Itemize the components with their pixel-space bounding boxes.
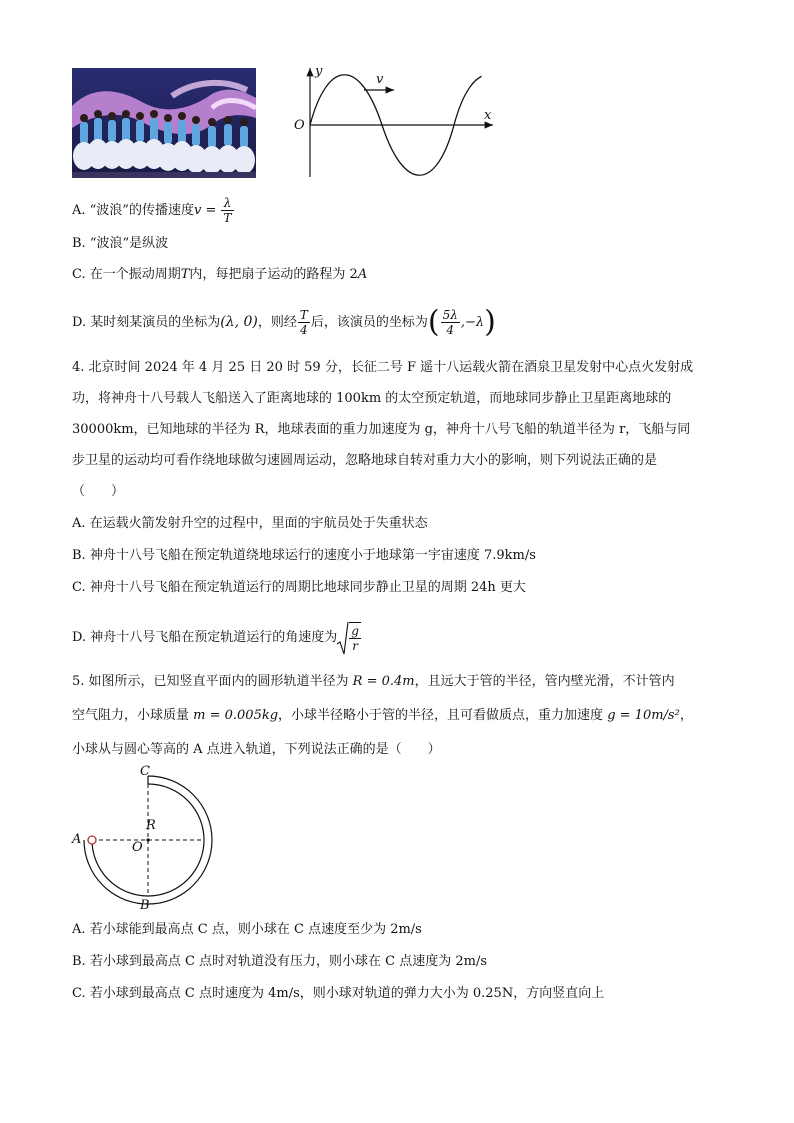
q3-option-d-coord2-fraction [441, 308, 460, 337]
q3-option-a-num: λ [221, 196, 233, 211]
q4-stem-line2: 功，将神舟十八号载人飞船送入了距离地球的 100km 的太空预定轨道，而地球同步静止卫星距离地球的 [72, 391, 672, 406]
q4-stem-line1: 4. 北京时间 2024 年 4 月 25 日 20 时 59 分，长征二号 F 遥十八运载火箭在酒泉卫星发射中心点火发射成 [72, 360, 694, 375]
q5-stem-line2c: ， [679, 708, 693, 723]
q5-stem-line2b: ，小球半径略小于管的半径，且可看做质点，重力加速度 [278, 708, 608, 723]
q3-option-d-coord2-den: 4 [446, 323, 455, 337]
q3-option-c-A: A [357, 267, 368, 282]
q5-stem-m: m = 0.005kg [193, 708, 279, 723]
q5-stem-line2 [72, 706, 693, 726]
velocity-label: v [376, 72, 384, 87]
q3-option-c-T: T [180, 267, 190, 282]
y-axis-label: y [315, 64, 323, 79]
q3-option-d-fraction [298, 308, 310, 337]
q3-option-d-paren-right: ) [484, 304, 496, 340]
q3-option-d-den: 4 [300, 323, 308, 337]
ball [88, 836, 96, 844]
q3-option-a-text: A. “波浪”的传播速度 [72, 203, 194, 218]
q3-option-b: B. “波浪”是纵波 [72, 236, 169, 251]
q5-option-c: C. 若小球到最高点 C 点时速度为 4m/s，则小球对轨道的弹力大小为 0.25N，方向竖直向上 [72, 986, 605, 1001]
q5-stem-line1a: 5. 如图所示，已知竖直平面内的圆形轨道半径为 [72, 674, 353, 689]
q5-option-a: A. 若小球能到最高点 C 点，则小球在 C 点速度至少为 2m/s [72, 922, 422, 937]
label-B: B [140, 898, 150, 913]
q3-option-a [72, 196, 235, 225]
q5-stem-line2a: 空气阻力，小球质量 [72, 708, 194, 723]
q4-option-d [72, 622, 362, 653]
label-R: R [146, 818, 156, 833]
q3-option-c-text2: 内，每把扇子运动的路程为 2 [189, 267, 358, 282]
q5-stem-line3: 小球从与圆心等高的 A 点进入轨道，下列说法正确的是（ ） [72, 742, 441, 757]
q4-option-d-fraction [349, 622, 361, 653]
track-figure [70, 764, 220, 914]
q3-option-d-coord2-num: 5λ [442, 308, 458, 322]
label-O: O [132, 840, 143, 855]
q4-option-c: C. 神舟十八号飞船在预定轨道运行的周期比地球同步静止卫星的周期 24h 更大 [72, 580, 526, 595]
q3-option-d-text1: D. 某时刻某演员的坐标为 [72, 315, 221, 330]
q4-stem-line5: （ ） [72, 484, 125, 499]
q4-stem-line3: 30000km，已知地球的半径为 R，地球表面的重力加速度为 g，神舟十八号飞船的轨道半径为 r，飞船与同 [72, 422, 691, 437]
q3-option-d [72, 304, 496, 340]
q5-stem-line1 [72, 672, 675, 692]
q4-option-d-text: D. 神舟十八号飞船在预定轨道运行的角速度为 [72, 630, 338, 645]
x-axis-label: x [484, 108, 492, 123]
q3-option-d-num: T [299, 308, 308, 322]
q3-option-d-paren-left: ( [427, 304, 440, 340]
q4-option-d-num: g [351, 624, 359, 638]
origin-label: O [294, 118, 305, 133]
q3-option-d-coord2-tail: ,−λ [460, 315, 485, 330]
q4-stem-line4: 步卫星的运动均可看作绕地球做匀速圆周运动，忽略地球自转对重力大小的影响，则下列说法正确的是 [72, 453, 658, 468]
dancers-photo [72, 68, 256, 178]
q4-option-a: A. 在运载火箭发射升空的过程中，里面的宇航员处于失重状态 [72, 516, 428, 531]
q5-stem-line1b: ，且远大于管的半径，管内壁光滑，不计管内 [414, 674, 675, 689]
q5-stem-g: g = 10m/s² [607, 708, 680, 723]
wave-figure [288, 62, 498, 182]
q4-option-d-den: r [352, 639, 358, 653]
q3-option-a-v: v [193, 203, 202, 218]
q3-option-d-coord1: (λ, 0) [220, 314, 258, 330]
q3-option-d-text2: ，则经 [257, 315, 297, 330]
label-C: C [140, 764, 150, 779]
q4-option-b: B. 神舟十八号飞船在预定轨道绕地球运行的速度小于地球第一宇宙速度 7.9km/s [72, 548, 536, 563]
q3-option-c-text: C. 在一个振动周期 [72, 267, 181, 282]
q5-stem-R: R = 0.4m [352, 674, 415, 689]
label-A: A [72, 832, 82, 847]
q3-option-d-text3: 后，该演员的坐标为 [310, 315, 428, 330]
q5-option-b: B. 若小球到最高点 C 点时对轨道没有压力，则小球在 C 点速度为 2m/s [72, 954, 488, 969]
q4-option-d-sqrt [337, 622, 362, 653]
q3-option-a-fraction [221, 196, 233, 225]
q3-option-a-den: T [223, 211, 232, 225]
center-point [146, 838, 149, 841]
q3-option-c [72, 265, 367, 285]
q3-option-a-eq: = [201, 203, 221, 218]
